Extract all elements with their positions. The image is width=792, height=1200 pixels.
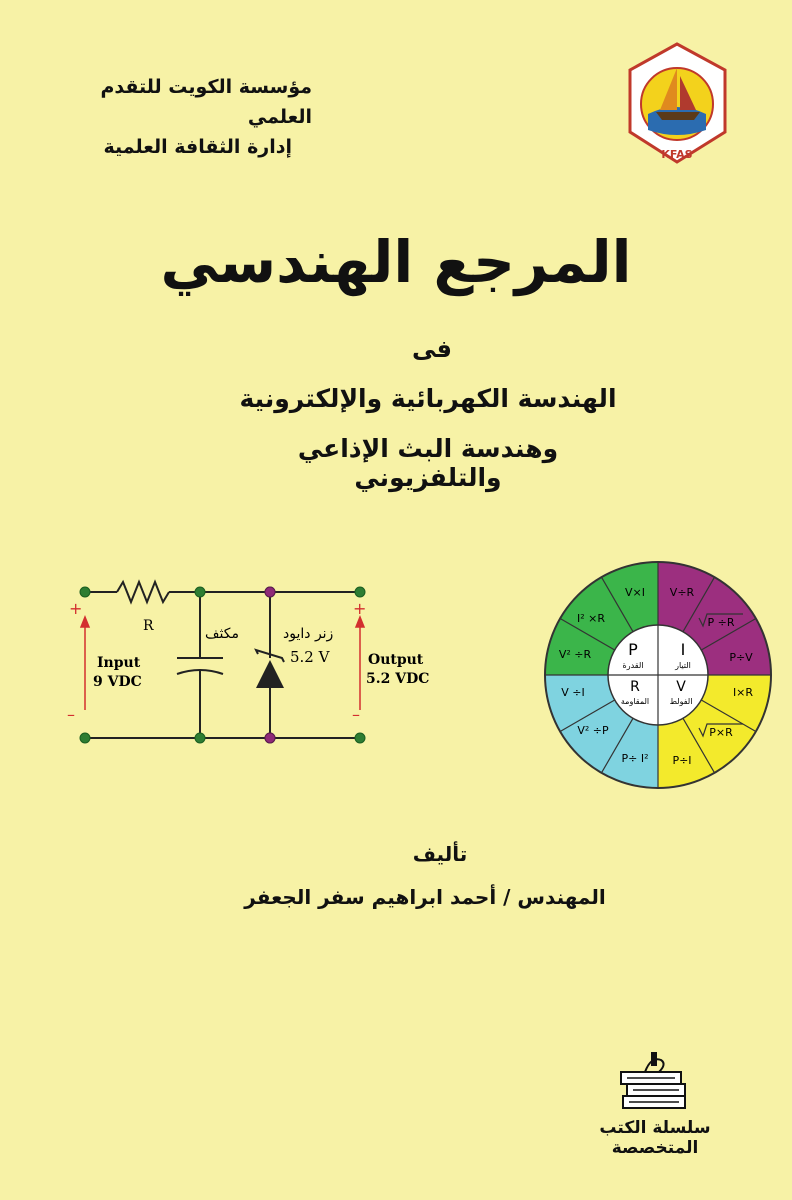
formula-r2: V² ÷P — [577, 724, 609, 737]
resistor-label: R — [143, 618, 154, 634]
formula-i3: P÷V — [729, 651, 753, 664]
center-p: P — [628, 640, 638, 659]
formula-r1: V ÷I — [561, 686, 585, 699]
center-p-ar: القدرة — [622, 661, 644, 670]
output-plus: + — [353, 599, 367, 618]
center-i-ar: التيار — [675, 661, 691, 670]
publisher-block — [40, 72, 312, 162]
formula-v1: I×R — [732, 686, 754, 699]
center-r: R — [630, 679, 640, 695]
author-name: المهندس / أحمد ابراهيم سفر الجعفر — [244, 885, 606, 909]
center-v: V — [676, 679, 686, 695]
resistor-symbol — [117, 582, 169, 602]
formula-i2: P ÷R — [707, 616, 735, 629]
formula-i1: V÷R — [669, 586, 695, 599]
book-title: المرجع الهندسي — [160, 228, 632, 296]
formula-p2: I² ×R — [576, 612, 606, 625]
formula-p1: V×I — [625, 586, 645, 599]
zener-label: زنر دايود — [283, 626, 334, 642]
zener-value: 5.2 V — [290, 648, 330, 666]
authored-by: تأليف — [412, 842, 468, 866]
ohms-law-wheel — [543, 560, 773, 790]
center-i: I — [680, 640, 686, 659]
output-value: 5.2 VDC — [366, 671, 430, 687]
logo-text: KFAS — [661, 148, 693, 161]
publisher-name: مؤسسة الكويت للتقدم العلمي — [100, 76, 312, 128]
formula-v3: P÷I — [672, 754, 692, 767]
zener-diode-symbol — [256, 660, 284, 688]
input-value: 9 VDC — [93, 674, 142, 690]
input-plus: + — [69, 599, 83, 618]
formula-r3: P÷ I² — [621, 752, 649, 765]
books-icon — [615, 1050, 695, 1120]
kfas-logo — [620, 40, 735, 172]
subtitle-line-1: الهندسة الكهربائية والإلكترونية — [239, 384, 617, 413]
formula-v2: P×R — [709, 726, 733, 739]
publisher-department: إدارة الثقافة العلمية — [103, 136, 292, 158]
output-minus: – — [352, 705, 360, 724]
center-v-ar: الفولط — [669, 697, 693, 706]
input-label: Input — [97, 655, 141, 671]
zener-regulator-circuit — [55, 570, 445, 750]
series-name: سلسلة الكتب المتخصصة — [599, 1118, 711, 1158]
center-r-ar: المقاومة — [620, 697, 650, 706]
formula-p3: V² ÷R — [558, 648, 592, 661]
preposition: فى — [412, 335, 452, 363]
output-label: Output — [368, 652, 424, 668]
input-minus: – — [67, 705, 75, 724]
capacitor-label: مكثف — [205, 626, 239, 642]
subtitle-line-2: وهندسة البث الإذاعي والتلفزيوني — [297, 434, 559, 492]
